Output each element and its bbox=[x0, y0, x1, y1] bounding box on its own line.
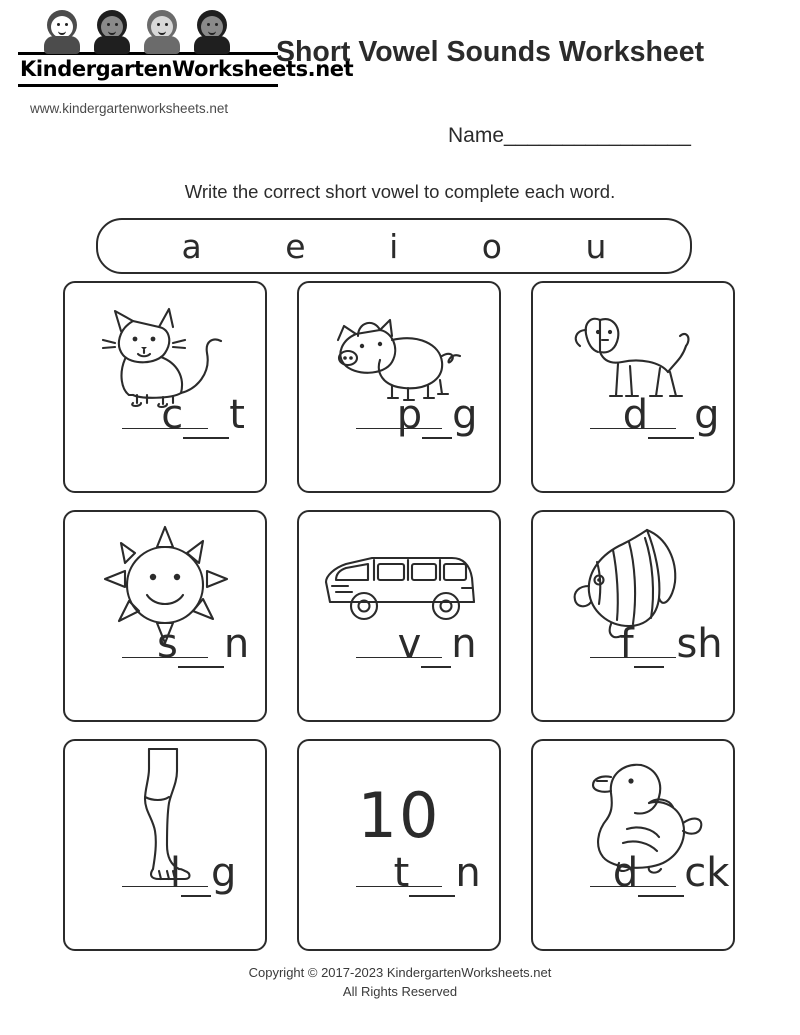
worksheet-item bbox=[297, 510, 501, 722]
kids-illustration-icon bbox=[40, 8, 280, 54]
word-answer[interactable] bbox=[533, 349, 733, 483]
answer-blank[interactable] bbox=[638, 851, 684, 897]
worksheet-item bbox=[531, 510, 735, 722]
word-answer[interactable] bbox=[533, 578, 733, 712]
vowel-option-u[interactable]: u bbox=[585, 226, 607, 266]
word-suffix: ck bbox=[684, 850, 730, 896]
word-prefix: l bbox=[169, 850, 182, 896]
worksheet-item bbox=[63, 281, 267, 493]
answer-blank[interactable] bbox=[648, 393, 694, 439]
vowel-option-a[interactable]: a bbox=[181, 226, 202, 266]
worksheet-grid bbox=[63, 281, 739, 951]
vowel-option-o[interactable]: o bbox=[481, 226, 502, 266]
worksheet-item bbox=[63, 739, 267, 951]
vowel-option-i[interactable]: i bbox=[389, 226, 399, 266]
answer-blank[interactable] bbox=[178, 622, 224, 668]
word-suffix: n bbox=[223, 621, 250, 667]
word-answer[interactable] bbox=[533, 807, 733, 941]
answer-blank[interactable] bbox=[421, 622, 451, 668]
word-suffix: t bbox=[229, 392, 245, 438]
word-prefix: d bbox=[622, 392, 649, 438]
site-url: www.kindergartenworksheets.net bbox=[30, 101, 229, 116]
word-answer[interactable] bbox=[299, 807, 499, 941]
answer-blank[interactable] bbox=[181, 851, 211, 897]
word-suffix: g bbox=[694, 392, 720, 438]
worksheet-item bbox=[531, 281, 735, 493]
word-answer[interactable] bbox=[299, 349, 499, 483]
name-field[interactable]: Name________________ bbox=[448, 124, 691, 147]
worksheet-item bbox=[531, 739, 735, 951]
word-prefix: v bbox=[397, 621, 422, 667]
worksheet-item bbox=[297, 281, 501, 493]
word-prefix: d bbox=[612, 850, 639, 896]
numeral-ten: 10 bbox=[357, 778, 441, 852]
copyright-text: Copyright © 2017-2023 KindergartenWorksheets.net bbox=[248, 965, 552, 980]
worksheet-item bbox=[63, 510, 267, 722]
word-prefix: c bbox=[161, 392, 184, 438]
word-suffix: n bbox=[451, 621, 477, 667]
logo-wordmark: KindergartenWorksheets.net bbox=[18, 52, 278, 87]
word-answer[interactable] bbox=[65, 578, 265, 712]
page-footer bbox=[0, 964, 800, 1002]
word-answer[interactable] bbox=[65, 807, 265, 941]
word-suffix: g bbox=[452, 392, 478, 438]
site-logo[interactable] bbox=[18, 8, 354, 116]
word-prefix: f bbox=[619, 621, 634, 667]
vowel-bank bbox=[96, 218, 692, 274]
answer-blank[interactable] bbox=[634, 622, 664, 668]
word-prefix: t bbox=[393, 850, 410, 896]
answer-blank[interactable] bbox=[183, 393, 229, 439]
vowel-option-e[interactable]: e bbox=[285, 226, 306, 266]
page-header bbox=[0, 0, 800, 147]
word-answer[interactable] bbox=[299, 578, 499, 712]
word-answer[interactable] bbox=[65, 349, 265, 483]
worksheet-item bbox=[297, 739, 501, 951]
word-prefix: s bbox=[157, 621, 178, 667]
word-prefix: p bbox=[396, 392, 423, 438]
word-suffix: n bbox=[455, 850, 481, 896]
word-suffix: sh bbox=[663, 621, 723, 667]
answer-blank[interactable] bbox=[422, 393, 452, 439]
word-suffix: g bbox=[211, 850, 237, 896]
page-title: Short Vowel Sounds Worksheet bbox=[276, 36, 705, 68]
instruction-text: Write the correct short vowel to complete each word. bbox=[184, 181, 616, 202]
answer-blank[interactable] bbox=[409, 851, 455, 897]
rights-text: All Rights Reserved bbox=[342, 983, 458, 999]
